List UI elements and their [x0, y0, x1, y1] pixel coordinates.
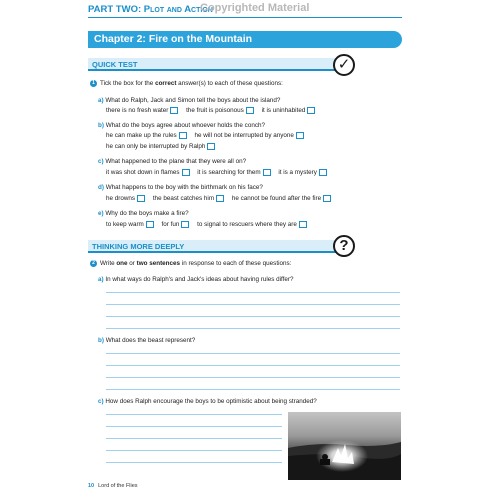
tick-box[interactable]: [207, 143, 215, 150]
tick-box[interactable]: [170, 107, 178, 114]
tick-box[interactable]: [296, 132, 304, 139]
thinking-question-b: b) What does the beast represent?: [98, 337, 196, 344]
tick-box[interactable]: [319, 169, 327, 176]
answer-line[interactable]: [106, 365, 400, 366]
answer-line[interactable]: [106, 414, 282, 415]
quick-test-instruction: 1 Tick the box for the correct answer(s) to each of these questions:: [90, 80, 283, 87]
tick-box[interactable]: [146, 221, 154, 228]
copyright-watermark: Copyrighted Material: [200, 2, 310, 14]
tick-box[interactable]: [299, 221, 307, 228]
question-number-badge: 2: [90, 260, 97, 267]
answer-line[interactable]: [106, 304, 400, 305]
answer-line[interactable]: [106, 389, 400, 390]
answer-line[interactable]: [106, 292, 400, 293]
answer-line[interactable]: [106, 316, 400, 317]
quick-options-d: he drowns the beast catches him he cannot be found after the fire: [106, 195, 337, 202]
tick-box[interactable]: [181, 221, 189, 228]
answer-line[interactable]: [106, 462, 282, 463]
thinking-question-a: a) In what ways do Ralph's and Jack's ideas about having rules differ?: [98, 276, 294, 283]
answer-line[interactable]: [106, 438, 282, 439]
campfire-photo: [288, 412, 401, 480]
part-title: Plot and Action: [143, 4, 213, 15]
quick-options-b-line2: he can only be interrupted by Ralph: [106, 143, 221, 150]
campfire-illustration: [288, 412, 401, 480]
answer-line[interactable]: [106, 377, 400, 378]
quick-question-a: a) What do Ralph, Jack and Simon tell the boys about the island?: [98, 97, 281, 104]
question-number-badge: 1: [90, 80, 97, 87]
tick-box[interactable]: [263, 169, 271, 176]
tick-box[interactable]: [246, 107, 254, 114]
quick-options-b: he can make up the rules he will not be interrupted by anyone: [106, 132, 310, 139]
answer-line[interactable]: [106, 353, 400, 354]
checkmark-icon: ✓: [333, 54, 355, 76]
quick-question-b: b) What do the boys agree about whoever holds the conch?: [98, 122, 265, 129]
quick-options-c: it was shot down in flames it is searching for them it is a mystery: [106, 169, 333, 176]
answer-line[interactable]: [106, 426, 282, 427]
tick-box[interactable]: [182, 169, 190, 176]
quick-options-e: to keep warm for fun to signal to rescuers where they are: [106, 221, 313, 228]
page-number: 10: [88, 483, 95, 489]
tick-box[interactable]: [216, 195, 224, 202]
page-footer: [88, 483, 138, 489]
quick-question-e: e) Why do the boys make a fire?: [98, 210, 189, 217]
quick-question-d: d) What happens to the boy with the birthmark on his face?: [98, 184, 263, 191]
tick-box[interactable]: [323, 195, 331, 202]
part-prefix: PART TWO:: [88, 4, 144, 15]
answer-line[interactable]: [106, 328, 400, 329]
part-heading: [88, 4, 213, 15]
thinking-question-c: c) How does Ralph encourage the boys to be optimistic about being stranded?: [98, 398, 317, 405]
header-rule: [88, 17, 402, 18]
quick-options-a: there is no fresh water the fruit is poisonous it is uninhabited: [106, 107, 321, 114]
question-mark-icon: ?: [333, 235, 355, 257]
tick-box[interactable]: [179, 132, 187, 139]
quick-question-c: c) What happened to the plane that they were all on?: [98, 158, 247, 165]
tick-box[interactable]: [137, 195, 145, 202]
book-title: Lord of the Flies: [98, 483, 138, 489]
chapter-title: Chapter 2: Fire on the Mountain: [88, 31, 402, 48]
tick-box[interactable]: [307, 107, 315, 114]
thinking-instruction: 2 Write one or two sentences in response to each of these questions:: [90, 260, 291, 267]
quick-test-heading: QUICK TEST: [88, 58, 336, 71]
thinking-heading: THINKING MORE DEEPLY: [88, 240, 336, 253]
answer-line[interactable]: [106, 450, 282, 451]
